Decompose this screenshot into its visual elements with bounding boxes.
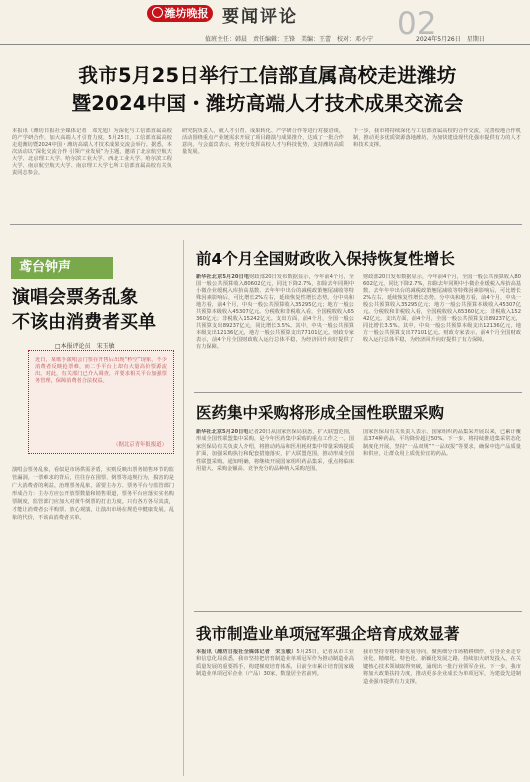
section-divider-2 bbox=[194, 392, 522, 393]
lead-headline-line2: 暨2024中国・潍坊高端人才技术成果交流会 bbox=[71, 92, 464, 115]
commentary-byline: □本报评论员 宋玉敏 bbox=[55, 343, 115, 350]
editors-line: 值班主任：韩晨 责任编辑：王锋 美编：王蕾 校对：邓小宁 bbox=[205, 36, 374, 43]
commentary-quote: 近日，某歌手演唱会门票在开售后出现“秒空”现象，不少消费者反映抢票难，而二手平台上却有大量高价票源流出。对此，有关部门已介入调查，并要求相关平台加强票务管理，保障消费者合法权益。 bbox=[35, 357, 167, 384]
commentary-body: 演唱会票务乱象，看似是市场供需矛盾，实则反映出票务销售环节的监管漏洞。一票难求的背后，往往存在囤票、倒票等违规行为，损害的是广大消费者的利益。治理票务乱象，需要主办方、票务平台与监管部门形成合力：主办方应公开放票数量和销售渠道，票务平台应落实实名购票制度，监管部门应加大对黄牛倒票的打击力度。只有各方各尽其责，才能让消费者公平购票、放心观演，让演出市场在规范中健康发展。乱象的代价，不该由消费者买单。 bbox=[12, 467, 174, 521]
commentary-quote-box bbox=[28, 350, 174, 454]
lead-headline bbox=[10, 62, 525, 118]
story2-body bbox=[196, 274, 354, 382]
story4-body-col2: 我市坚持专精特新发展导向，聚焦细分市场精耕细作，引导企业走专业化、精细化、特色化、新颖化发展之路，持续加大研发投入，在关键核心技术领域取得突破，涌现出一批行业领军企业。下一步，我市将加大政策扶持力度，推动更多企业成长为单项冠军，为建设先进制造业强市提供有力支撑。 bbox=[363, 649, 521, 685]
story4-title: 我市制造业单项冠军强企培育成效显著 bbox=[196, 625, 460, 643]
commentary-title bbox=[12, 285, 172, 335]
logo-mark-icon bbox=[152, 7, 163, 18]
commentary-title-line2: 不该由消费者买单 bbox=[12, 312, 156, 333]
commentary-title-line1: 演唱会票务乱象 bbox=[12, 287, 138, 308]
newspaper-logo bbox=[147, 5, 213, 22]
lead-story-col1: 本报讯（潍坊日报社全媒体记者 邓先旭）为深化与工信部直属高校的产学研合作，加大高端人才引育力度，5月25日，工信部直属高校走进潍坊暨2024中国・潍坊高端人才技术成果交流会举行。据悉，本次活动以“深化交流合作 引领产业发展”为主题，邀请了北京航空航天大学、北京理工大学、哈尔滨工业大学、西北工业大学、哈尔滨工程大学、南京航空航天大学、南京理工大学七所工信部直属高校有关负责同志参会。 bbox=[12, 128, 172, 176]
story4-body-text: 5月25日，记者从市工业和信息化局获悉，我市坚持把培育制造业单项冠军作为推动制造业高质量发展的重要抓手，构建梯度培育体系，目前全市累计培育国家级制造业单项冠军企业（产品）30家，数量居全省前列。 bbox=[196, 649, 354, 678]
story3-dateline: 新华社北京5月20日电 bbox=[196, 429, 249, 435]
section-name: 要闻评论 bbox=[222, 7, 298, 27]
story4-byline: 本报讯（潍坊日报社全媒体记者 宋玉敏） bbox=[196, 649, 297, 655]
story2-dateline: 新华社北京5月20日电 bbox=[196, 274, 250, 280]
issue-date: 2024年5月26日 星期日 bbox=[416, 36, 485, 43]
masthead-divider bbox=[0, 44, 530, 45]
story2-title: 前4个月全国财政收入保持恢复性增长 bbox=[196, 250, 455, 268]
section-divider-1 bbox=[10, 224, 522, 225]
page-number: 02 bbox=[397, 6, 437, 42]
column-divider bbox=[183, 240, 184, 776]
story3-body-text: 记者20日从国家医保局获悉，扩大联盟范围，形成全国性联盟集中采购，是今年医药集中采购的重点工作之一。国家医保局有关负责人介绍，将推动药品和医用耗材集中带量采购提质扩面，加强采购执行和配套措施落实，扩大联盟范围，推动形成全国性联盟采购。通知明确，将继续开展国家组织药品集采，重点将临床用量大、采购金额高、竞争充分的品种纳入采购范围。 bbox=[196, 429, 354, 473]
masthead bbox=[0, 0, 530, 43]
section-divider-3 bbox=[194, 611, 522, 612]
story3-title: 医药集中采购将形成全国性联盟采购 bbox=[196, 404, 445, 422]
story3-body bbox=[196, 429, 354, 601]
lead-headline-line1: 我市5月25日举行工信部直属高校走进潍坊 bbox=[78, 64, 457, 87]
lead-story-col2: 研究院负责人，就人才引育、成果转化、产学研合作等进行对接洽谈。活动围绕重点产业链需求开展了项目路演与成果推介，达成了一批合作意向。与会嘉宾表示，将充分发挥高校人才与科技优势，支持潍坊高质量发展。 bbox=[182, 128, 344, 155]
story3-body-col2: 国家医保局有关负责人表示，国家组织药品集采开展以来，已累计覆盖374种药品，平均降价超过50%。下一步，将持续推进集采常态化制度化开展，坚持“一品双规”“一品双报”等要求，确保中选产品质量和供应，让群众用上质优价宜的药品。 bbox=[363, 429, 521, 458]
story2-body-continued: 财政部20日发布数据显示，今年前4个月，全国一般公共预算收入80602亿元，同比下降2.7%，扣除去年同期中小微企业缓税入库抬高基数、去年年中出台的减税政策翘尾减收等特殊因素影响后，可比增长2%左右，延续恢复性增长态势。分中央和地方看，前4个月，中央一般公共预算收入35295亿元；地方一般公共预算本级收入45307亿元。分税收和非税收入看，全国税收收入65360亿元；非税收入15242亿元。支出方面，前4个月，全国一般公共预算支出89237亿元，同比增长3.5%。其中，中央一般公共预算本级支出12136亿元，地方一般公共预算支出77101亿元。财政专家表示，前4个月全国财政收入运行总体平稳，为经济回升向好提供了有力保障。 bbox=[363, 274, 521, 343]
logo-text: 潍坊晚报 bbox=[164, 7, 209, 20]
commentary-quote-source: （据北京青年报报道） bbox=[113, 442, 167, 448]
story2-body-text: 财政部20日发布数据显示，今年前4个月，全国一般公共预算收入80602亿元，同比下降2.7%，扣除去年同期中小微企业缓税入库抬高基数、去年年中出台的减税政策翘尾减收等特殊因素影响后，可比增长2%左右，延续恢复性增长态势。分中央和地方看，前4个月，中央一般公共预算收入35295亿元；地方一般公共预算本级收入45307亿元。分税收和非税收入看，全国税收收入65360亿元；非税收入15242亿元。支出方面，前4个月，全国一般公共预算支出89237亿元，同比增长3.5%。其中，中央一般公共预算本级支出12136亿元，地方一般公共预算支出77101亿元。财政专家表示，前4个月全国财政收入运行总体平稳，为经济回升向好提供了有力保障。 bbox=[196, 274, 354, 350]
story4-body bbox=[196, 649, 354, 774]
column-tag: 鸢台钟声 bbox=[11, 257, 113, 279]
lead-story-col3: 下一步，我市将持续深化与工信部直属高校的合作交流，完善校地合作机制，推动更多优质资源落地潍坊，为加快建设现代化强市提供有力的人才和技术支撑。 bbox=[353, 128, 521, 148]
